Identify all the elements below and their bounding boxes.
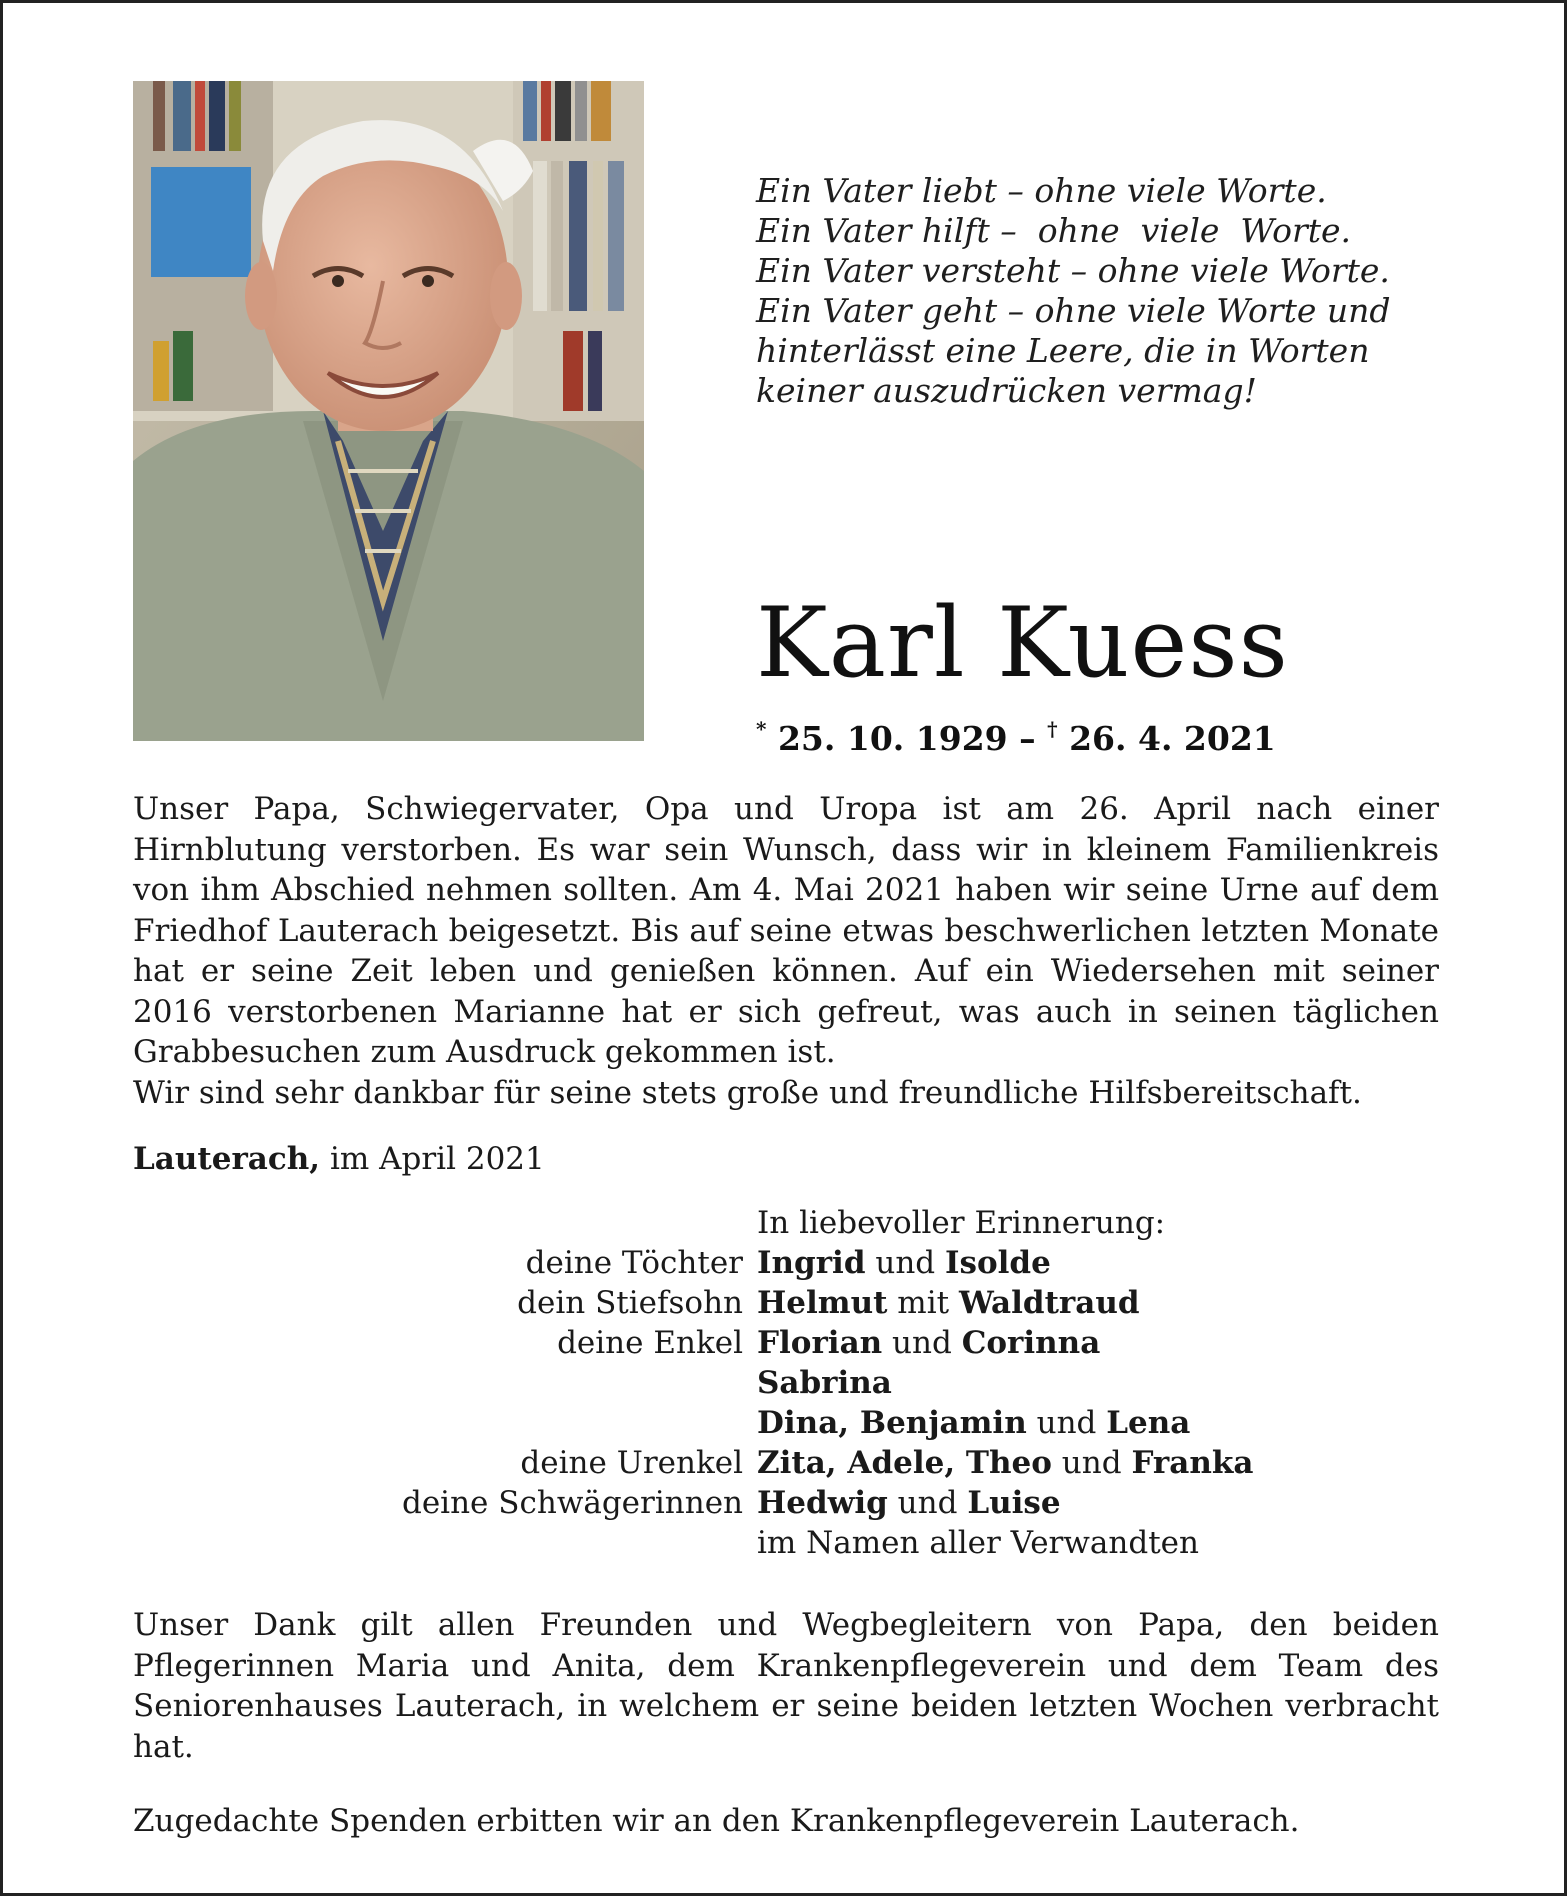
mourner-name: Florian — [757, 1325, 883, 1361]
mourner-names — [757, 1483, 1453, 1523]
mourners-list — [303, 1203, 1453, 1563]
mourner-row — [303, 1443, 1453, 1483]
thanks-text: Unser Dank gilt allen Freunden und Wegbegleitern von Papa, den beiden Pflegerinnen Maria und Anita, dem Krankenpflegeverein und dem Team des Seniorenhauses Lauterach, in welchem er seine beiden letzten Wochen verbracht hat. — [133, 1607, 1439, 1765]
mourner-row — [303, 1403, 1453, 1443]
poem — [756, 171, 1476, 411]
mourner-name: Waldtraud — [958, 1285, 1140, 1321]
mourner-row — [303, 1243, 1453, 1283]
mourner-relation: deine Töchter — [525, 1245, 743, 1281]
mourner-names — [757, 1243, 1453, 1283]
date-text: im April 2021 — [320, 1141, 545, 1177]
poem-line: Ein Vater geht – ohne viele Worte und — [756, 291, 1391, 330]
mourner-name: Luise — [967, 1485, 1061, 1521]
mourners-intro: In liebevoller Erinnerung: — [757, 1205, 1166, 1241]
poem-line: Ein Vater hilft – ohne viele Worte. — [756, 211, 1351, 250]
life-dates — [756, 709, 1276, 759]
mourner-connector: und — [1051, 1445, 1132, 1481]
mourner-relation — [303, 1363, 757, 1403]
main-text-body: Unser Papa, Schwiegervater, Opa und Uropa ist am 26. April nach einer Hirnblutung verstorben. Es war sein Wunsch, dass wir in kleinem Familienkreis von ihm Abschied nehmen sollten. Am 4. Mai 2021 haben wir seine Urne auf dem Friedhof Lauterach beigesetzt. Bis auf seine etwas beschwerlichen letzten Monate hat er seine Zeit leben und genießen können. Auf ein Wiedersehen mit seiner 2016 verstorbenen Marianne hat er sich gefreut, was auch in seinen täglichen Grabbesuchen zum Ausdruck gekommen ist. — [133, 791, 1439, 1070]
mourner-row — [303, 1323, 1453, 1363]
mourner-name: Helmut — [757, 1285, 888, 1321]
mourner-names — [757, 1283, 1453, 1323]
mourners-closing-row — [303, 1523, 1453, 1563]
portrait-image — [133, 81, 644, 741]
mourner-relation — [303, 1403, 757, 1443]
mourner-relation: dein Stiefsohn — [517, 1285, 743, 1321]
poem-line: Ein Vater liebt – ohne viele Worte. — [756, 171, 1327, 210]
birth-date: 25. 10. 1929 — [777, 719, 1008, 758]
place-date — [133, 1139, 545, 1179]
mourner-relation: deine Urenkel — [520, 1445, 743, 1481]
mourner-relation: deine Enkel — [557, 1325, 743, 1361]
mourner-names — [757, 1363, 1453, 1403]
date-separator: – — [1007, 719, 1048, 758]
mourner-names — [757, 1443, 1453, 1483]
mourner-row — [303, 1363, 1453, 1403]
mourner-names — [757, 1323, 1453, 1363]
donations-text: Zugedachte Spenden erbitten wir an den Krankenpflegeverein Lauterach. — [133, 1803, 1300, 1839]
mourner-names — [757, 1403, 1453, 1443]
mourner-row — [303, 1483, 1453, 1523]
mourner-connector: und — [1026, 1405, 1107, 1441]
mourner-name: Zita, Adele, Theo — [757, 1445, 1052, 1481]
mourner-connector: und — [887, 1485, 968, 1521]
mourner-connector: und — [882, 1325, 962, 1361]
birth-symbol: * — [756, 717, 767, 741]
mourners-intro-row — [303, 1203, 1453, 1243]
death-date: 26. 4. 2021 — [1069, 719, 1276, 758]
mourner-name: Lena — [1106, 1405, 1191, 1441]
death-symbol: † — [1047, 717, 1058, 741]
mourner-connector: und — [865, 1245, 945, 1281]
place: Lauterach, — [133, 1141, 321, 1177]
mourner-name: Franka — [1131, 1445, 1254, 1481]
mourner-name: Dina, Benjamin — [757, 1405, 1027, 1441]
main-text-last-line: Wir sind sehr dankbar für seine stets große und freundliche Hilfsbereitschaft. — [133, 1074, 1362, 1111]
portrait-photo — [133, 81, 644, 741]
mourner-name: Isolde — [944, 1245, 1051, 1281]
mourners-closing: im Namen aller Verwandten — [757, 1525, 1199, 1561]
main-text — [133, 789, 1439, 1113]
mourner-connector: mit — [887, 1285, 959, 1321]
poem-line: hinterlässt eine Leere, die in Worten — [756, 331, 1370, 370]
mourner-name: Hedwig — [757, 1485, 888, 1521]
mourner-relation: deine Schwägerinnen — [401, 1485, 743, 1521]
mourner-row — [303, 1283, 1453, 1323]
deceased-name: Karl Kuess — [756, 587, 1289, 699]
mourner-name: Sabrina — [757, 1365, 892, 1401]
mourner-name: Ingrid — [757, 1245, 866, 1281]
poem-line: keiner auszudrücken vermag! — [756, 371, 1257, 410]
mourner-name: Corinna — [961, 1325, 1101, 1361]
poem-line: Ein Vater versteht – ohne viele Worte. — [756, 251, 1390, 290]
